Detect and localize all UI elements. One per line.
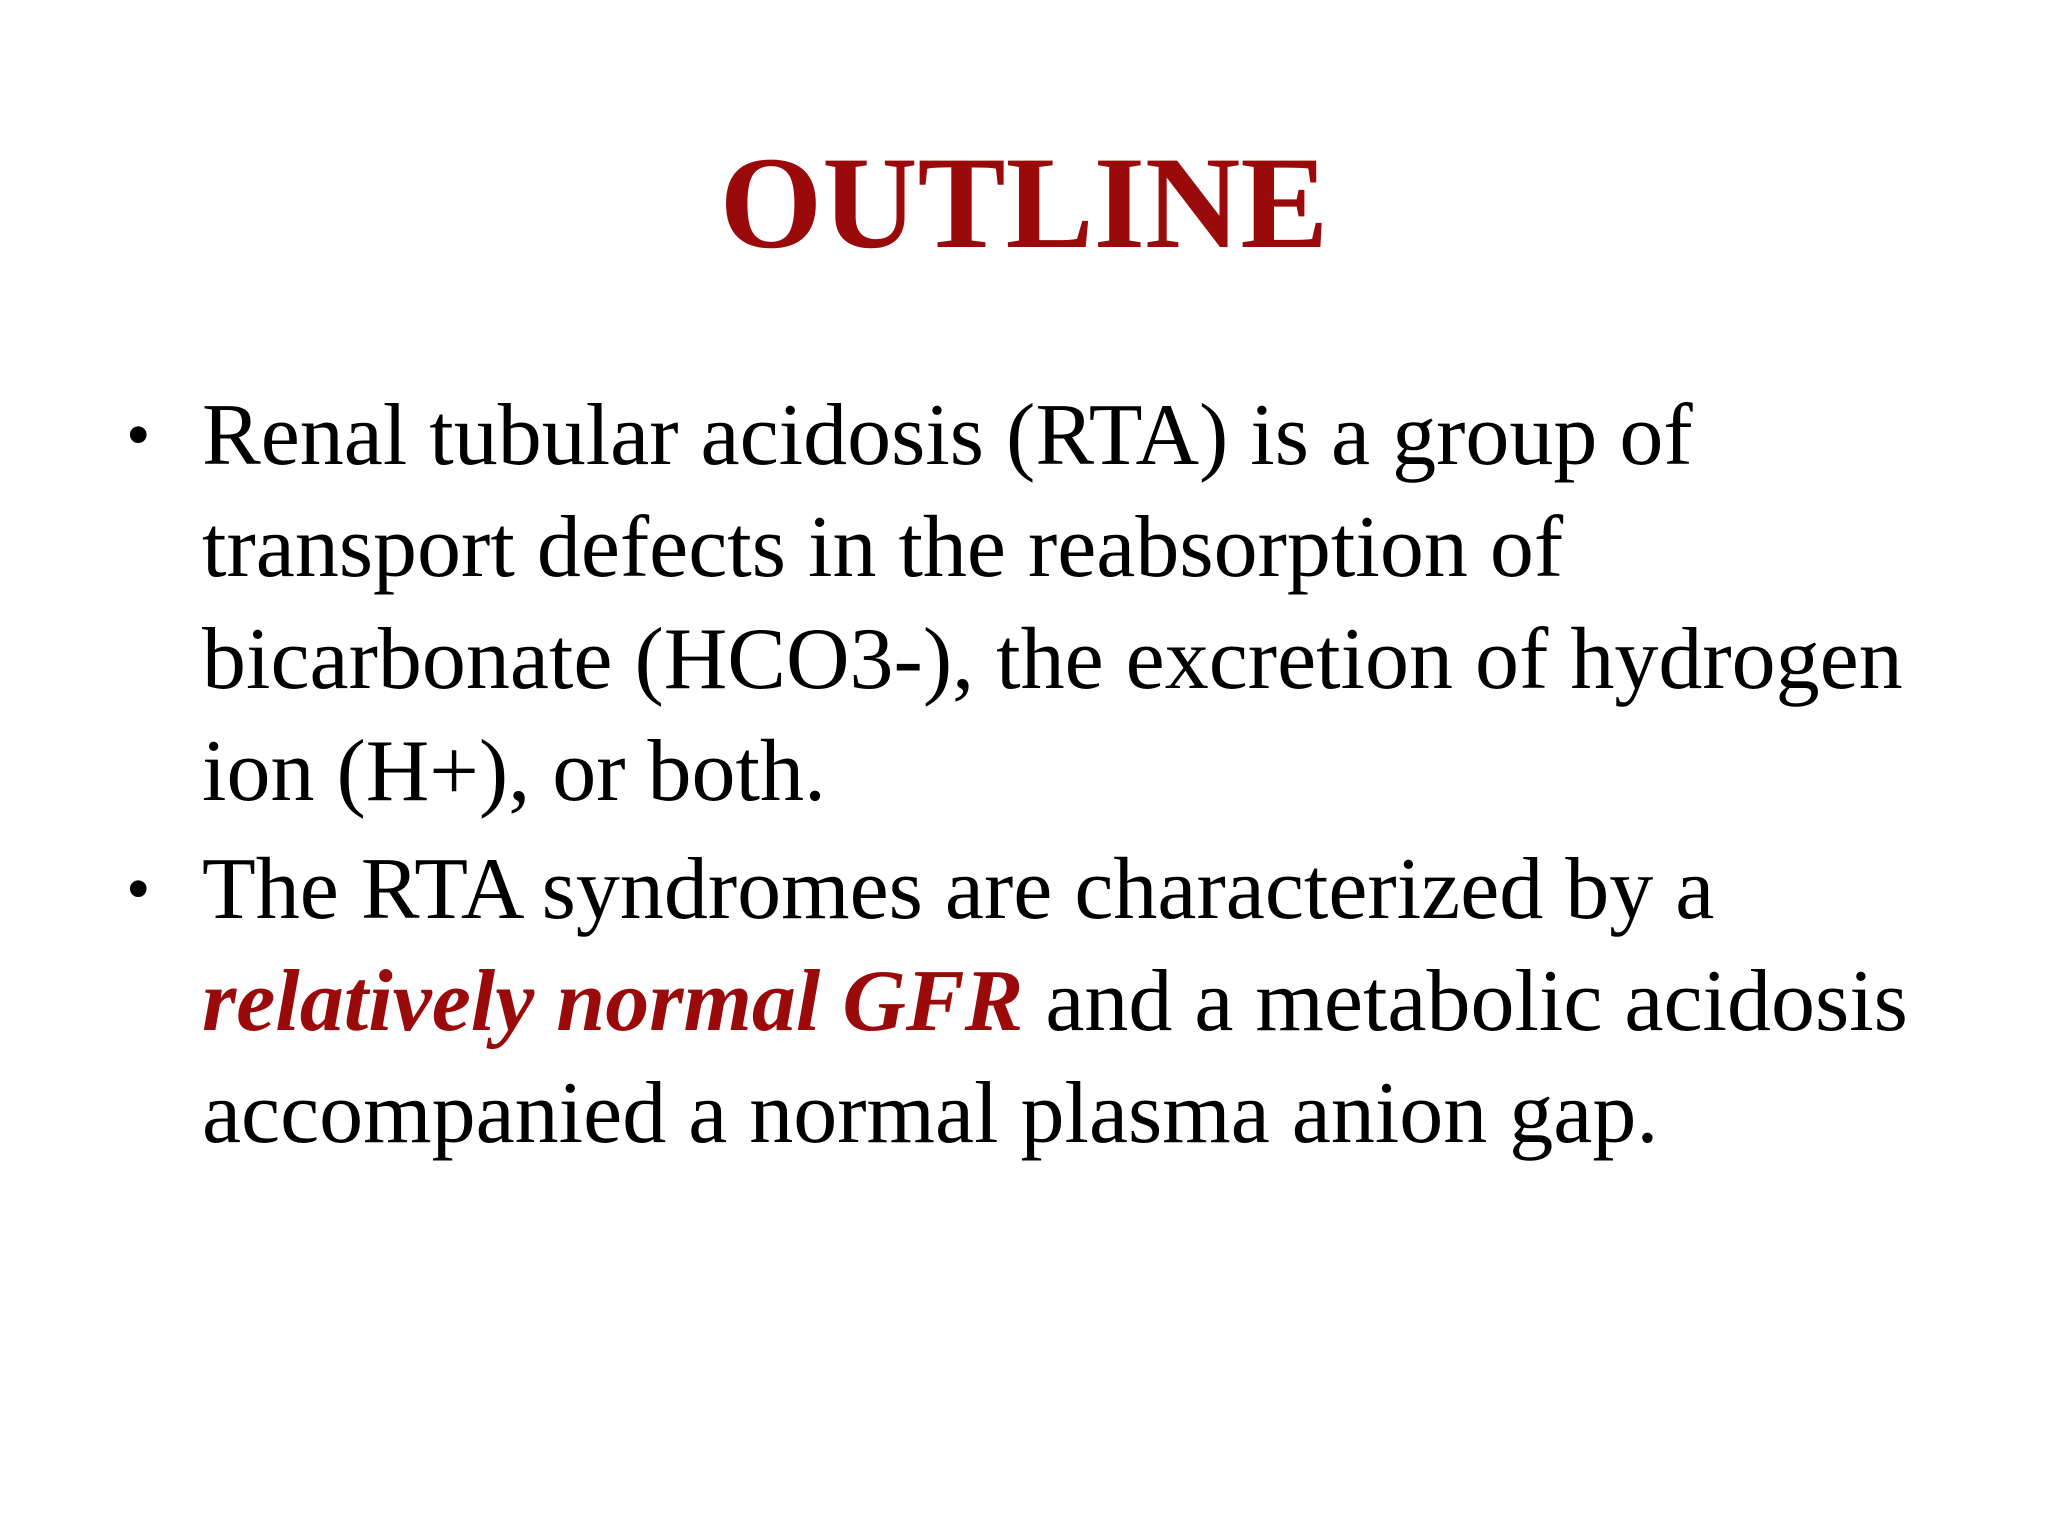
bullet-text-2-before: The RTA syndromes are characterized by a (202, 841, 1715, 938)
bullet-text-2-emphasis: relatively normal GFR (202, 953, 1024, 1050)
bullet-icon: • (126, 397, 151, 474)
slide-title: OUTLINE (719, 129, 1329, 276)
bullet-icon: • (126, 851, 151, 928)
bullet-text-2-after: and a metabolic acidosis accompanied a normal plasma anion gap. (202, 953, 1908, 1162)
bullet-item-2 (120, 834, 1960, 1170)
bullet-text-1: Renal tubular acidosis (RTA) is a group of transport defects in the reabsorption of bicarbonate (HCO3-), the excretion of hydrogen ion (H+), or both. (202, 387, 1903, 820)
bullet-item-1 (120, 380, 1960, 828)
bullet-list (120, 380, 1960, 1176)
